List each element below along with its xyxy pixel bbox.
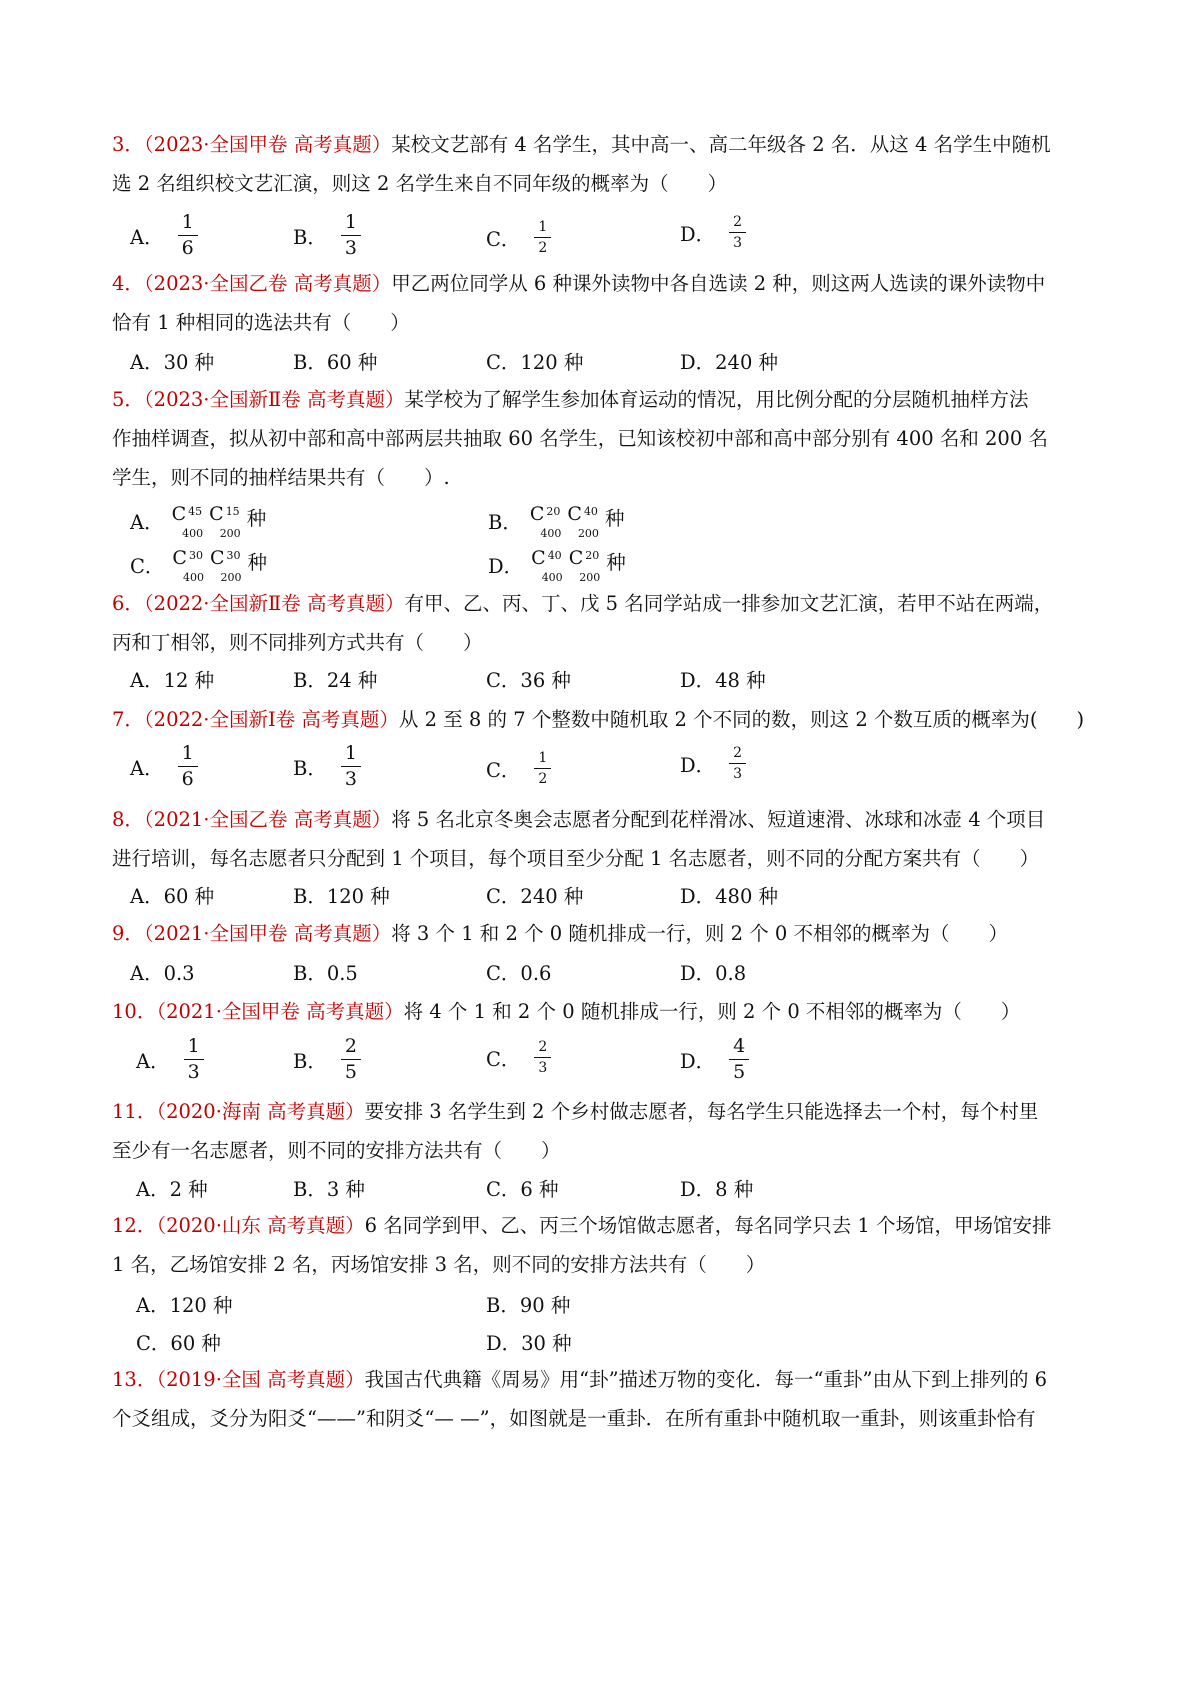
question-number: 4． [112,272,144,295]
option-a: A．30 种 [130,351,215,374]
question-text: 某校文艺部有 4 名学生，其中高一、高二年级各 2 名．从这 4 名学生中随机 [391,133,1051,156]
question-source: （2019·全国 高考真题） [156,1368,365,1391]
question-text: 有甲、乙、丙、丁、戊 5 名同学站成一排参加文艺汇演，若甲不站在两端， [404,592,1054,615]
question-text: 将 5 名北京冬奥会志愿者分配到花样滑冰、短道速滑、冰球和冰壶 4 个项目 [391,808,1046,831]
option-d: D．8 种 [680,1178,754,1201]
question-text: 进行培训，每名志愿者只分配到 1 个项目，每个项目至少分配 1 名志愿者，则不同的分配方案共有（ ） [112,847,1040,870]
question-source: （2022·全国新Ⅰ卷 高考真题） [143,708,399,731]
option-b: B． $\frac{2}{5}$ [293,1037,361,1082]
option-d: D．48 种 [680,669,766,692]
option-c: C． $\frac{1}{2}$ [486,220,551,255]
option-a: A． $\frac{1}{6}$ [130,744,198,789]
question-source: （2020·海南 高考真题） [156,1100,365,1123]
question-text: 将 3 个 1 和 2 个 0 随机排成一行，则 2 个 0 不相邻的概率为（ ） [391,922,1009,945]
question-source: （2021·全国乙卷 高考真题） [143,808,392,831]
option-a: A．2 种 [136,1178,208,1201]
question-number: 6． [112,592,144,615]
question-text: 1 名，乙场馆安排 2 名，丙场馆安排 3 名，则不同的安排方法共有（ ） [112,1253,766,1276]
option-b: B． $\frac{1}{3}$ [293,213,361,258]
option-a: A． C 45 400 C 15 200 种 [130,503,267,540]
question-3 [112,125,1092,203]
question-text: 将 4 个 1 和 2 个 0 随机排成一行，则 2 个 0 不相邻的概率为（ ） [403,1000,1021,1023]
option-a: A． $\frac{1}{3}$ [136,1037,204,1082]
question-11 [112,1092,1092,1170]
question-number: 10． [112,1000,157,1023]
question-source: （2023·全国新Ⅱ卷 高考真题） [143,388,405,411]
question-number: 12． [112,1214,157,1237]
option-b: B．60 种 [293,351,378,374]
option-d: D． $\frac{2}{3}$ [680,746,746,781]
option-b: B． C 20 400 C 40 200 种 [488,503,625,540]
option-c: C． C 30 400 C 30 200 种 [130,547,268,584]
question-10 [112,992,1092,1031]
option-d: D．240 种 [680,351,779,374]
option-c: C．240 种 [486,885,584,908]
option-a: A． $\frac{1}{6}$ [130,213,198,258]
question-text: 学生，则不同的抽样结果共有（ ）. [112,466,450,489]
option-d: D．0.8 [680,962,747,985]
option-b: B．0.5 [293,962,358,985]
question-6 [112,584,1092,662]
option-d: D．480 种 [680,885,779,908]
question-4 [112,264,1092,342]
option-a: A．120 种 [136,1294,233,1317]
question-9 [112,914,1092,953]
question-text: 从 2 至 8 的 7 个整数中随机取 2 个不同的数，则这 2 个数互质的概率为( ) [398,708,1085,731]
option-c: C．120 种 [486,351,584,374]
question-8 [112,800,1092,878]
question-text: 选 2 名组织校文艺汇演，则这 2 名学生来自不同年级的概率为（ ） [112,172,728,195]
question-number: 11． [112,1100,157,1123]
option-a: A．60 种 [130,885,215,908]
option-c: C．0.6 [486,962,552,985]
question-source: （2021·全国甲卷 高考真题） [156,1000,404,1023]
question-number: 7． [112,708,144,731]
question-text: 甲乙两位同学从 6 种课外读物中各自选读 2 种，则这两人选读的课外读物中 [391,272,1046,295]
question-source: （2022·全国新Ⅱ卷 高考真题） [143,592,405,615]
question-7 [112,700,1092,739]
question-source: （2021·全国甲卷 高考真题） [143,922,392,945]
question-text: 个爻组成，爻分为阳爻“——”和阴爻“— —”，如图就是一重卦．在所有重卦中随机取一重卦，则该重卦恰有 [112,1407,1036,1430]
question-text: 作抽样调查，拟从初中部和高中部两层共抽取 60 名学生，已知该校初中部和高中部分别有 400 名和 200 名 [112,427,1048,450]
option-c: C．6 种 [486,1178,559,1201]
option-b: B．90 种 [486,1294,571,1317]
option-d: D． $\frac{2}{3}$ [680,215,746,250]
question-source: （2020·山东 高考真题） [156,1214,365,1237]
question-number: 13． [112,1368,157,1391]
option-b: B．24 种 [293,669,378,692]
option-c: C． $\frac{2}{3}$ [486,1040,551,1075]
question-text: 我国古代典籍《周易》用“卦”描述万物的变化．每一“重卦”由从下到上排列的 6 [364,1368,1048,1391]
question-text: 6 名同学到甲、乙、丙三个场馆做志愿者，每名同学只去 1 个场馆，甲场馆安排 [364,1214,1052,1237]
question-number: 8． [112,808,144,831]
question-number: 3． [112,133,144,156]
option-d: D．30 种 [486,1332,572,1355]
question-source: （2023·全国甲卷 高考真题） [143,133,392,156]
option-a: A．12 种 [130,669,215,692]
option-b: B．3 种 [293,1178,365,1201]
option-c: C． $\frac{1}{2}$ [486,751,551,786]
question-number: 5． [112,388,144,411]
question-text: 至少有一名志愿者，则不同的安排方法共有（ ） [112,1139,561,1162]
question-13 [112,1360,1092,1438]
option-a: A．0.3 [130,962,195,985]
question-text: 某学校为了解学生参加体育运动的情况，用比例分配的分层随机抽样方法 [404,388,1029,411]
question-5 [112,380,1092,497]
option-c: C．60 种 [136,1332,221,1355]
option-d: D． C 40 400 C 20 200 种 [488,547,626,584]
question-text: 丙和丁相邻，则不同排列方式共有（ ） [112,631,483,654]
option-b: B．120 种 [293,885,390,908]
question-number: 9． [112,922,144,945]
question-source: （2023·全国乙卷 高考真题） [143,272,392,295]
question-text: 恰有 1 种相同的选法共有（ ） [112,311,410,334]
option-d: D． $\frac{4}{5}$ [680,1037,749,1082]
question-12 [112,1206,1092,1284]
option-b: B． $\frac{1}{3}$ [293,744,361,789]
question-text: 要安排 3 名学生到 2 个乡村做志愿者，每名学生只能选择去一个村，每个村里 [364,1100,1039,1123]
option-c: C．36 种 [486,669,571,692]
